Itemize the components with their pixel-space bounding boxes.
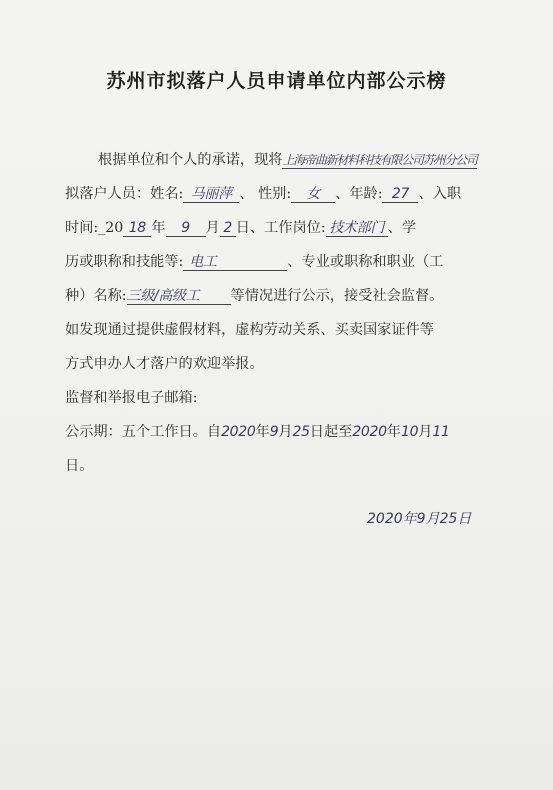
line-4 bbox=[65, 251, 443, 271]
applicant-age: 27 bbox=[382, 186, 418, 203]
label-until: 日起至 bbox=[309, 424, 353, 440]
applicant-name: 马丽萍 bbox=[183, 186, 239, 203]
period-start-day: 25 bbox=[292, 424, 310, 440]
label-year: 年 bbox=[151, 220, 166, 236]
entry-day: 2 bbox=[220, 220, 236, 237]
sign-day: 25 bbox=[439, 511, 458, 527]
label-cert: 种）名称: bbox=[65, 288, 127, 304]
label-entry: 、入职 bbox=[418, 186, 462, 202]
page-title: 苏州市拟落户人员申请单位内部公示榜 bbox=[106, 70, 447, 92]
label-year: 年 bbox=[255, 424, 270, 440]
label-month: 月 bbox=[278, 424, 293, 440]
sign-year: 2020 bbox=[367, 511, 403, 527]
label-gender: 、 性别: bbox=[239, 186, 292, 202]
publicity-period bbox=[65, 421, 450, 441]
period-end-day: 11 bbox=[432, 424, 450, 440]
label-day: 日 bbox=[235, 220, 250, 236]
label-skill: 历或职称和技能等: bbox=[65, 254, 184, 270]
label-year: 年 bbox=[386, 424, 401, 440]
label-month: 月 bbox=[418, 424, 433, 440]
period-start-month: 9 bbox=[269, 424, 279, 440]
company-name: 上海帝曲新材料科技有限公司苏州分公司 bbox=[282, 153, 477, 167]
sign-month-label: 月 bbox=[425, 511, 440, 527]
sign-day-label: 日 bbox=[457, 511, 472, 527]
report-email-label: 监督和举报电子邮箱: bbox=[65, 390, 198, 406]
period-end-month: 10 bbox=[400, 424, 419, 440]
label-edu: 、学 bbox=[387, 220, 417, 236]
label-age: 、年龄: bbox=[335, 186, 383, 202]
label-profession: 、专业或职称和职业（工 bbox=[287, 254, 444, 270]
job-post: 技术部门 bbox=[326, 220, 388, 237]
signature-date bbox=[367, 508, 471, 528]
line-3 bbox=[65, 217, 416, 237]
label-post: 、工作岗位: bbox=[249, 220, 326, 236]
label-period: 公示期：五个工作日。自 bbox=[65, 424, 222, 440]
period-end-year: 2020 bbox=[352, 424, 387, 440]
line-1 bbox=[98, 149, 477, 169]
label-month: 月 bbox=[205, 220, 220, 236]
entry-month: 9 bbox=[166, 220, 206, 237]
period-start-year: 2020 bbox=[221, 424, 256, 440]
sign-year-label: 年 bbox=[402, 511, 417, 527]
line-7: 方式申办人才落户的欢迎举报。 bbox=[65, 356, 264, 372]
label-name: 拟落户人员：姓名: bbox=[65, 186, 184, 202]
text-publicity: 等情况进行公示，接受社会监督。 bbox=[230, 288, 444, 304]
cert-value: 三级/高级工 bbox=[127, 288, 231, 305]
applicant-gender: 女 bbox=[291, 186, 335, 203]
skill-value: 电工 bbox=[183, 254, 287, 271]
line-6: 如发现通过提供虚假材料，虚构劳动关系、买卖国家证件等 bbox=[65, 322, 434, 338]
sign-month: 9 bbox=[416, 511, 426, 527]
entry-year: 18 bbox=[123, 220, 151, 237]
line-2 bbox=[65, 183, 461, 203]
label-entry-time: 时间:_20 bbox=[65, 220, 124, 236]
period-end-suffix: 日。 bbox=[65, 458, 94, 474]
line-5 bbox=[65, 285, 443, 305]
text-intro: 根据单位和个人的承诺，现将 bbox=[98, 152, 283, 168]
